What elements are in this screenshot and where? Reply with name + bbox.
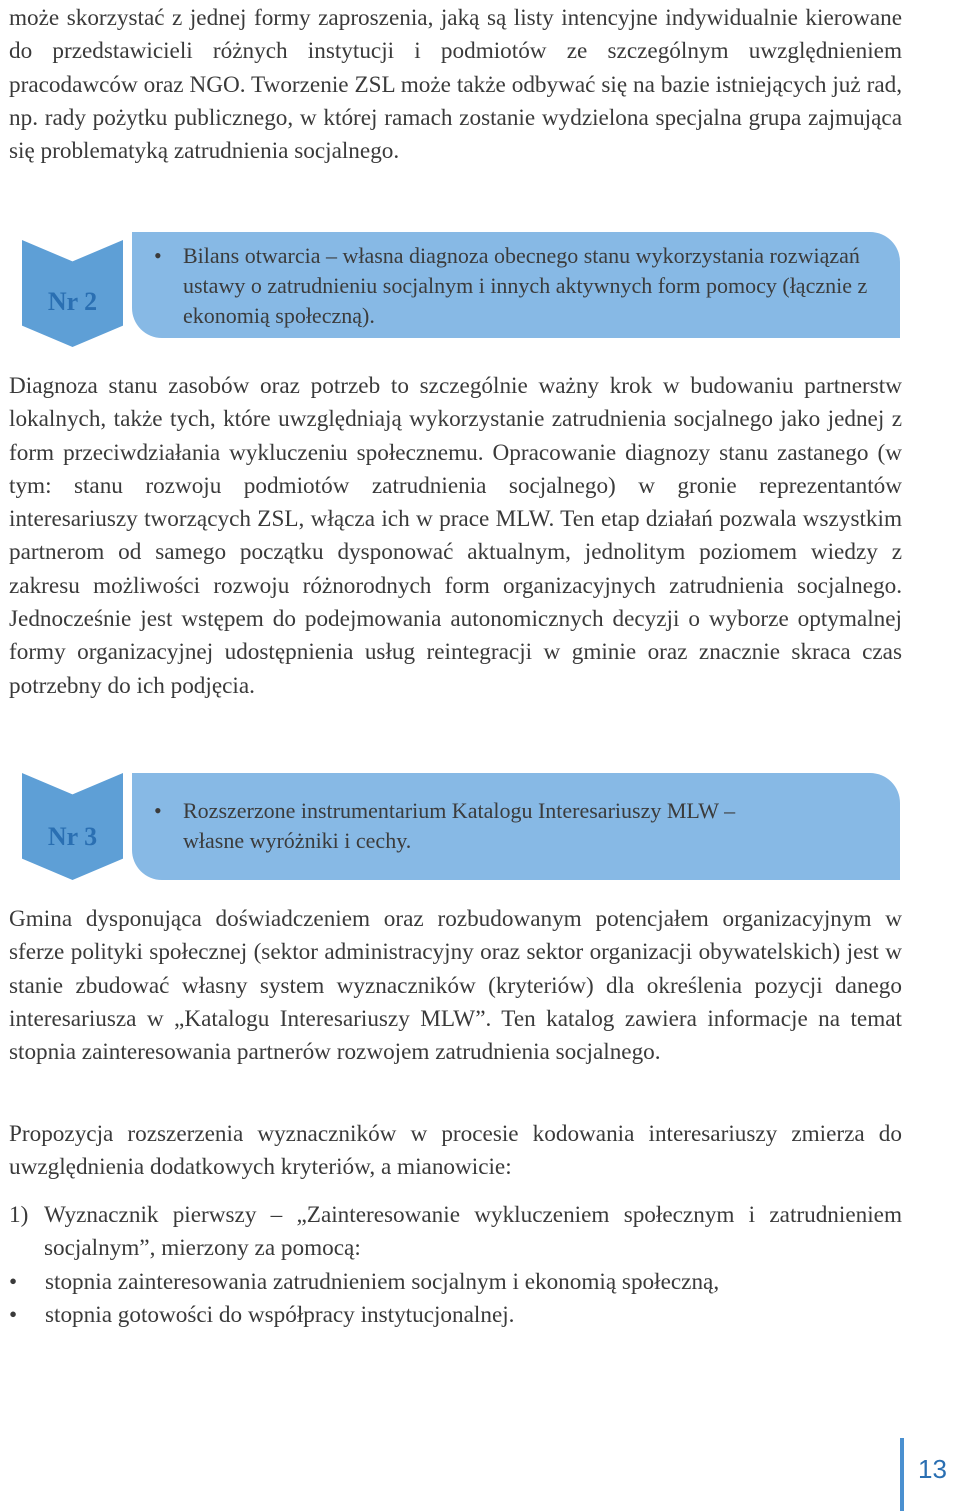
list-number: 1) — [9, 1202, 29, 1228]
intro-paragraph: może skorzystać z jednej formy zaproszenia, jaką są listy intencyjne indywidualnie kierowane do przedstawicieli różnych instytucji i podmiotów ze szczególnym uwzględnieniem pracodawców oraz NGO. Tworzenie ZSL może także odbywać się na bazie istniejących już rad, np. rady pożytku publicznego, w której ramach zostanie wydzielona specjalna grupa zajmująca się problematyką zatrudnienia socjalnego. — [9, 5, 902, 165]
callout-bullet-item: • Rozszerzone instrumentarium Katalogu Interesariuszy MLW – własne wyróżniki i cechy. — [152, 796, 790, 856]
diagnoza-paragraph: Diagnoza stanu zasobów oraz potrzeb to szczególnie ważny krok w budowaniu partnerstw lokalnych, także tych, które uwzględniają wykorzystanie zatrudnienia socjalnego jako jednej z form przeciwdziałania wykluczeniu społecznemu. Opracowanie diagnozy stanu zastanego (w tym: stanu rozwoju podmiotów zatrudnienia socjalnego) w gronie reprezentantów interesariuszy tworzących ZSL, włącza ich w prace MLW. Ten etap działań pozwala wszystkim partnerom od samego początku dysponować aktualnym, jednolitym poziomem wiedzy z zakresu możliwości rozwoju różnorodnych form organizacyjnych zatrudnienia socjalnego. Jednocześnie jest wstępem do podejmowania autonomicznych decyzji o wyborze optymalnej formy organizacyjnej udostępnienia usług reintegracji w gminie oraz znacznie skraca czas potrzebny do ich podjęcia. — [9, 373, 902, 699]
callout-label: Nr 3 — [47, 822, 98, 851]
bullet-item: • stopnia zainteresowania zatrudnieniem socjalnym i ekonomią społeczną, — [9, 1266, 902, 1299]
callout-nr-2 — [9, 232, 900, 338]
callout-bullet-item: • Bilans otwarcia – własna diagnoza obecnego stanu wykorzystania rozwiązań ustawy o zatrudnieniu socjalnym i innych aktywnych form pomocy (łącznie z ekonomią społeczną). — [152, 241, 884, 331]
criteria-bullets — [9, 1266, 902, 1333]
criteria-list-item — [9, 1199, 902, 1332]
callout-box — [132, 773, 900, 880]
propozycja-paragraph: Propozycja rozszerzenia wyznaczników w procesie kodowania interesariuszy zmierza do uwzględnienia dodatkowych kryteriów, a mianowicie: — [9, 1121, 902, 1181]
page-number: 13 — [918, 1454, 947, 1484]
callout-box — [132, 232, 900, 338]
callout-nr-3 — [9, 773, 900, 880]
callout-label: Nr 2 — [47, 287, 98, 316]
page-number-rule — [900, 1438, 904, 1511]
list-item-text: Wyznacznik pierwszy – „Zainteresowanie wykluczeniem społecznym i zatrudnieniem socjalnym”, mierzony za pomocą: — [44, 1202, 902, 1262]
gmina-paragraph: Gmina dysponująca doświadczeniem oraz rozbudowanym potencjałem organizacyjnym w sferze polityki społecznej (sektor administracyjny oraz sektor organizacji obywatelskich) jest w stanie zbudować własny system wyznaczników (kryteriów) dla określenia pozycji danego interesariusza w „Katalogu Interesariuszy MLW”. Ten katalog zawiera informacje na temat stopnia zainteresowania partnerów rozwojem zatrudnienia socjalnego. — [9, 906, 902, 1066]
bullet-item: • stopnia gotowości do współpracy instytucjonalnej. — [9, 1299, 902, 1332]
